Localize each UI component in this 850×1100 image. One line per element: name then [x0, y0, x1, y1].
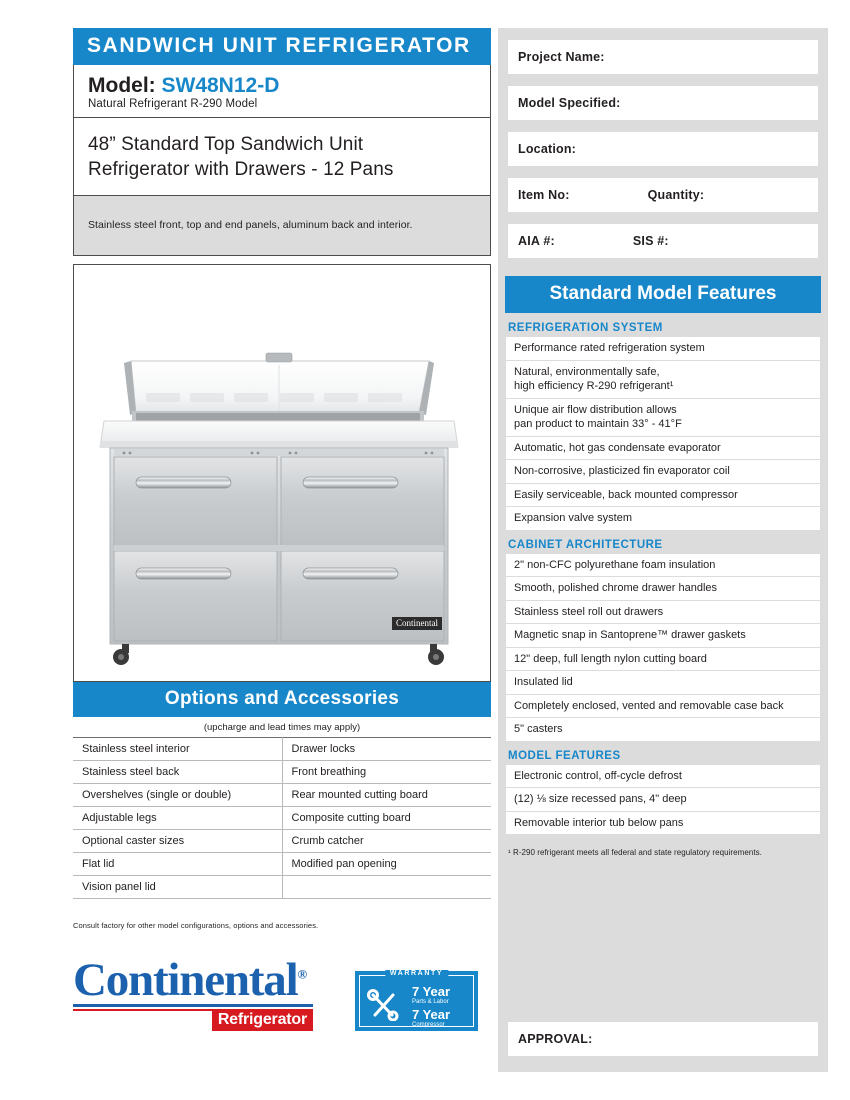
options-table — [73, 737, 491, 899]
continental-logo — [73, 954, 313, 1031]
feature-section — [506, 750, 820, 835]
page-title: SANDWICH UNIT REFRIGERATOR — [73, 28, 491, 65]
consult-factory-note: Consult factory for other model configurations, options and accessories. — [73, 921, 319, 931]
table-row — [73, 876, 491, 899]
option-cell: Overshelves (single or double) — [73, 784, 282, 807]
model-prefix-label: Model: — [88, 74, 156, 98]
option-cell: Rear mounted cutting board — [282, 784, 491, 807]
list-item: Electronic control, off-cycle defrost — [506, 765, 820, 789]
option-cell: Stainless steel back — [73, 761, 282, 784]
form-field-label: Location: — [518, 142, 577, 156]
logo-word-text: Continental — [73, 954, 298, 1007]
description-box — [73, 118, 491, 196]
form-field-label: Project Name: — [518, 50, 605, 64]
feature-section-heading: REFRIGERATION SYSTEM — [508, 322, 663, 334]
approval-field[interactable] — [508, 1022, 818, 1056]
construction-note: Stainless steel front, top and end panels, aluminum back and interior. — [88, 219, 413, 232]
model-subtitle: Natural Refrigerant R-290 Model — [88, 98, 258, 111]
options-note: (upcharge and lead times may apply) — [203, 722, 361, 734]
feature-section-heading: CABINET ARCHITECTURE — [508, 538, 663, 551]
model-box — [73, 65, 491, 118]
warranty-years-2: 7 Year — [412, 1007, 451, 1023]
table-row — [73, 738, 491, 761]
form-field[interactable] — [508, 224, 818, 258]
options-title: Options and Accessories — [73, 682, 491, 717]
description-line-1: 48” Standard Top Sandwich Unit — [88, 134, 364, 156]
table-row — [73, 830, 491, 853]
option-cell: Vision panel lid — [73, 876, 282, 899]
option-cell: Composite cutting board — [282, 807, 491, 830]
form-field-label: Item No: — [518, 188, 570, 202]
options-table-body — [73, 738, 491, 899]
option-cell — [282, 876, 491, 899]
list-item: Completely enclosed, vented and removable case back — [506, 695, 820, 719]
logo-wordmark — [73, 954, 313, 1007]
warranty-badge-frame — [359, 970, 474, 1028]
warranty-sub-2: Compressor — [412, 1021, 445, 1028]
warranty-sub-1: Parts & Labor — [412, 999, 449, 1006]
form-field[interactable] — [508, 132, 818, 166]
description-line-2: Refrigerator with Drawers - 12 Pans — [88, 159, 394, 181]
list-item: (12) ⅛ size recessed pans, 4" deep — [506, 788, 820, 812]
warranty-years-1: 7 Year — [412, 984, 451, 1000]
tools-icon — [366, 989, 402, 1026]
product-illustration — [74, 265, 488, 679]
features-footnote: ¹ R-290 refrigerant meets all federal and state regulatory requirements. — [508, 848, 762, 858]
feature-section-heading: MODEL FEATURES — [508, 749, 621, 762]
option-cell: Crumb catcher — [282, 830, 491, 853]
right-column — [498, 28, 828, 1072]
list-item: Magnetic snap in Santoprene™ drawer gaskets — [506, 624, 820, 648]
form-field-label: Model Specified: — [518, 96, 621, 110]
registered-mark-icon: ® — [297, 966, 306, 982]
model-number: SW48N12-D — [161, 74, 280, 98]
option-cell: Flat lid — [73, 853, 282, 876]
warranty-title: WARRANTY — [385, 970, 448, 977]
footer — [73, 954, 491, 1031]
standard-features-title: Standard Model Features — [505, 276, 821, 313]
list-item: Automatic, hot gas condensate evaporator — [506, 437, 820, 461]
list-item: 5" casters — [506, 718, 820, 741]
warranty-badge — [355, 971, 478, 1031]
form-field[interactable] — [508, 86, 818, 120]
feature-list — [506, 554, 820, 741]
list-item: 2" non-CFC polyurethane foam insulation — [506, 554, 820, 578]
form-fields-container — [498, 40, 828, 258]
feature-section — [506, 539, 820, 741]
list-item: Stainless steel roll out drawers — [506, 601, 820, 625]
logo-subtext: Refrigerator — [212, 1011, 313, 1031]
option-cell: Modified pan opening — [282, 853, 491, 876]
approval-label: APPROVAL: — [518, 1032, 593, 1046]
feature-list — [506, 337, 820, 530]
list-item: Insulated lid — [506, 671, 820, 695]
form-field-label-secondary: SIS #: — [632, 234, 669, 248]
list-item: 12" deep, full length nylon cutting board — [506, 648, 820, 672]
form-field[interactable] — [508, 178, 818, 212]
list-item: Removable interior tub below pans — [506, 812, 820, 835]
form-field[interactable] — [508, 40, 818, 74]
table-row — [73, 853, 491, 876]
form-field-label: AIA #: — [518, 234, 555, 248]
list-item: Unique air flow distribution allows pan product to maintain 33° - 41°F — [506, 399, 820, 437]
list-item: Performance rated refrigeration system — [506, 337, 820, 361]
list-item: Non-corrosive, plasticized fin evaporator coil — [506, 460, 820, 484]
feature-section — [506, 322, 820, 530]
option-cell: Drawer locks — [282, 738, 491, 761]
feature-list — [506, 765, 820, 835]
list-item: Natural, environmentally safe, high efficiency R-290 refrigerant¹ — [506, 361, 820, 399]
option-cell: Adjustable legs — [73, 807, 282, 830]
construction-note-box — [73, 196, 491, 256]
list-item: Expansion valve system — [506, 507, 820, 530]
table-row — [73, 807, 491, 830]
table-row — [73, 761, 491, 784]
option-cell: Optional caster sizes — [73, 830, 282, 853]
option-cell: Front breathing — [282, 761, 491, 784]
form-field-label-secondary: Quantity: — [647, 188, 705, 202]
product-badge-text: Continental — [396, 618, 438, 629]
table-row — [73, 784, 491, 807]
option-cell: Stainless steel interior — [73, 738, 282, 761]
features-sections — [498, 322, 828, 834]
warranty-text — [412, 985, 450, 1031]
product-image — [73, 264, 491, 682]
list-item: Easily serviceable, back mounted compressor — [506, 484, 820, 508]
left-column — [73, 28, 491, 1031]
model-line — [88, 74, 490, 97]
list-item: Smooth, polished chrome drawer handles — [506, 577, 820, 601]
